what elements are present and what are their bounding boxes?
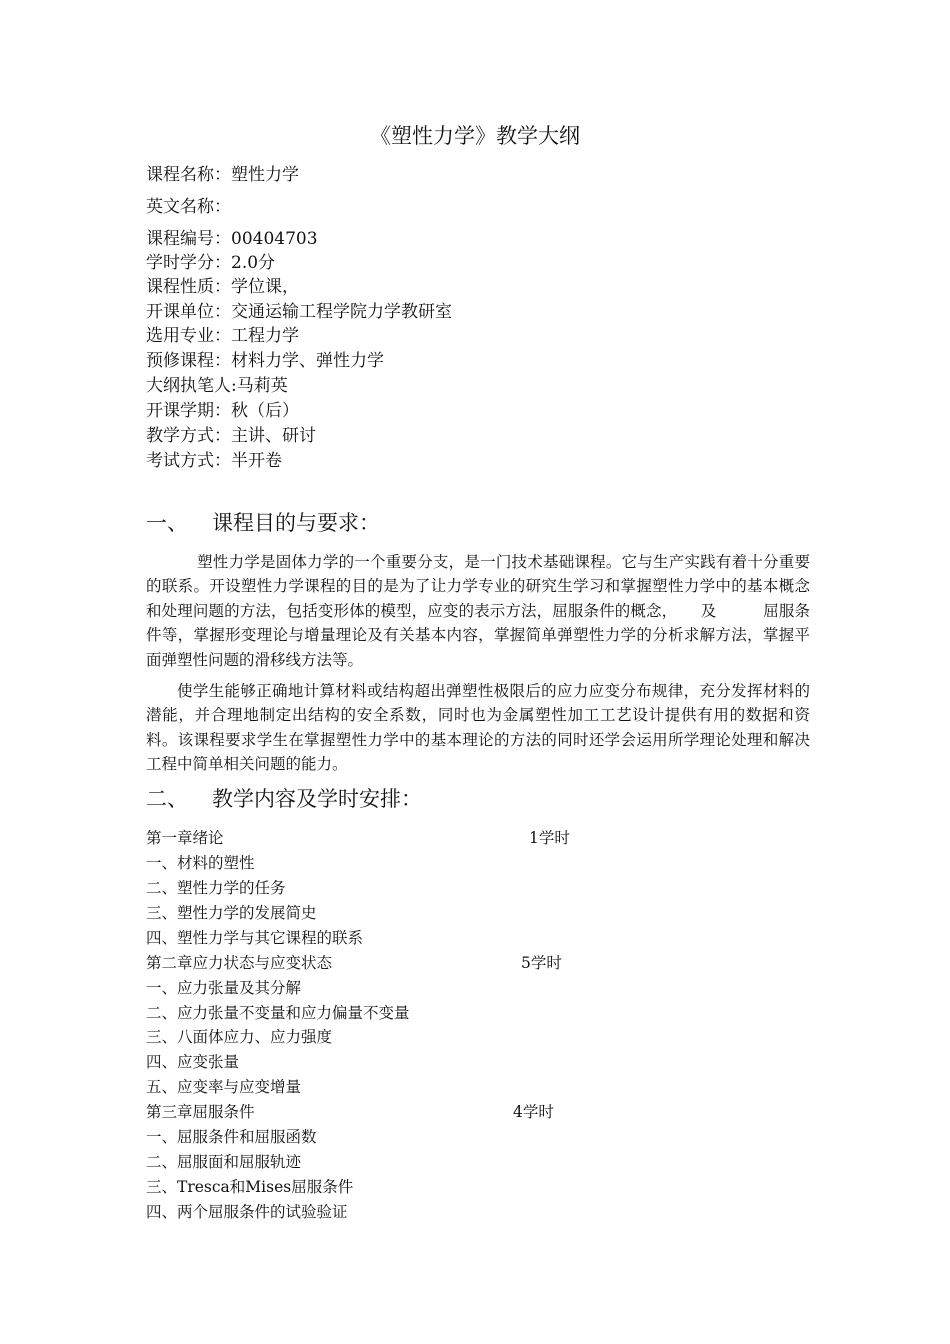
section-heading-objectives xyxy=(146,509,380,537)
meta-credits: 学时学分：2.0分 xyxy=(146,253,276,273)
chapter-3-hours: 4学时 xyxy=(513,1103,554,1121)
chapter-2-item: 四、应变张量 xyxy=(146,1053,240,1071)
chapter-1-hours: 1学时 xyxy=(529,829,570,847)
document-title: 《塑性力学》教学大纲 xyxy=(370,124,580,148)
chapter-3-title: 第三章屈服条件 xyxy=(146,1103,255,1121)
meta-course-name: 课程名称：塑性力学 xyxy=(146,165,299,185)
section-number: 二、 xyxy=(146,787,188,811)
meta-department: 开课单位：交通运输工程学院力学教研室 xyxy=(146,302,452,322)
meta-prerequisites: 预修课程：材料力学、弹性力学 xyxy=(146,351,384,371)
chapter-3-item: 二、屈服面和屈服轨迹 xyxy=(146,1153,302,1171)
meta-course-type: 课程性质：学位课， xyxy=(146,277,299,297)
chapter-1-item: 三、塑性力学的发展简史 xyxy=(146,904,317,922)
chapter-1-item: 一、材料的塑性 xyxy=(146,854,255,872)
chapter-1-title: 第一章绪论 xyxy=(146,829,224,847)
meta-exam-method: 考试方式：半开卷 xyxy=(146,451,282,471)
chapter-2-item: 三、八面体应力、应力强度 xyxy=(146,1028,333,1046)
meta-course-code: 课程编号：00404703 xyxy=(146,229,318,249)
meta-english-name: 英文名称： xyxy=(146,197,231,217)
meta-major: 选用专业：工程力学 xyxy=(146,326,299,346)
section-number: 一、 xyxy=(146,511,188,535)
chapter-2-item: 五、应变率与应变增量 xyxy=(146,1078,302,1096)
chapter-2-item: 二、应力张量不变量和应力偏量不变量 xyxy=(146,1004,410,1022)
chapter-1-item: 四、塑性力学与其它课程的联系 xyxy=(146,929,364,947)
chapter-3-item: 三、Tresca和Mises屈服条件 xyxy=(146,1178,354,1196)
chapter-2-title: 第二章应力状态与应变状态 xyxy=(146,954,333,972)
chapter-2-hours: 5学时 xyxy=(521,954,562,972)
chapter-3-item: 一、屈服条件和屈服函数 xyxy=(146,1128,317,1146)
meta-author: 大纲执笔人:马莉英 xyxy=(146,376,288,396)
objectives-paragraph-1: 塑性力学是固体力学的一个重要分支，是一门技术基础课程。它与生产实践有着十分重要的联系。开设塑性力学课程的目的是为了让力学专业的研究生学习和掌握塑性力学中的基本概念和处理问题的方法，包括变形体的模型，应变的表示方法，屈服条件的概念， 及 屈服条件等，掌握形变理论与增量理论及有关基本内容，掌握简单弹塑性力学的分析求解方法，掌握平面弹塑性问题的滑移线方法等。 xyxy=(146,553,810,669)
section-title: 课程目的与要求： xyxy=(212,511,380,535)
chapter-1-item: 二、塑性力学的任务 xyxy=(146,879,286,897)
meta-teaching-method: 教学方式：主讲、研讨 xyxy=(146,426,316,446)
chapter-3-item: 四、两个屈服条件的试验验证 xyxy=(146,1203,348,1221)
chapter-2-item: 一、应力张量及其分解 xyxy=(146,979,302,997)
section-title: 教学内容及学时安排： xyxy=(212,787,422,811)
section-heading-content xyxy=(146,785,422,813)
objectives-paragraph-2: 使学生能够正确地计算材料或结构超出弹塑性极限后的应力应变分布规律，充分发挥材料的潜能，并合理地制定出结构的安全系数，同时也为金属塑性加工工艺设计提供有用的数据和资料。该课程要求学生在掌握塑性力学中的基本理论的方法的同时还学会运用所学理论处理和解决工程中简单相关问题的能力。 xyxy=(146,682,810,774)
meta-semester: 开课学期：秋（后） xyxy=(146,401,299,421)
